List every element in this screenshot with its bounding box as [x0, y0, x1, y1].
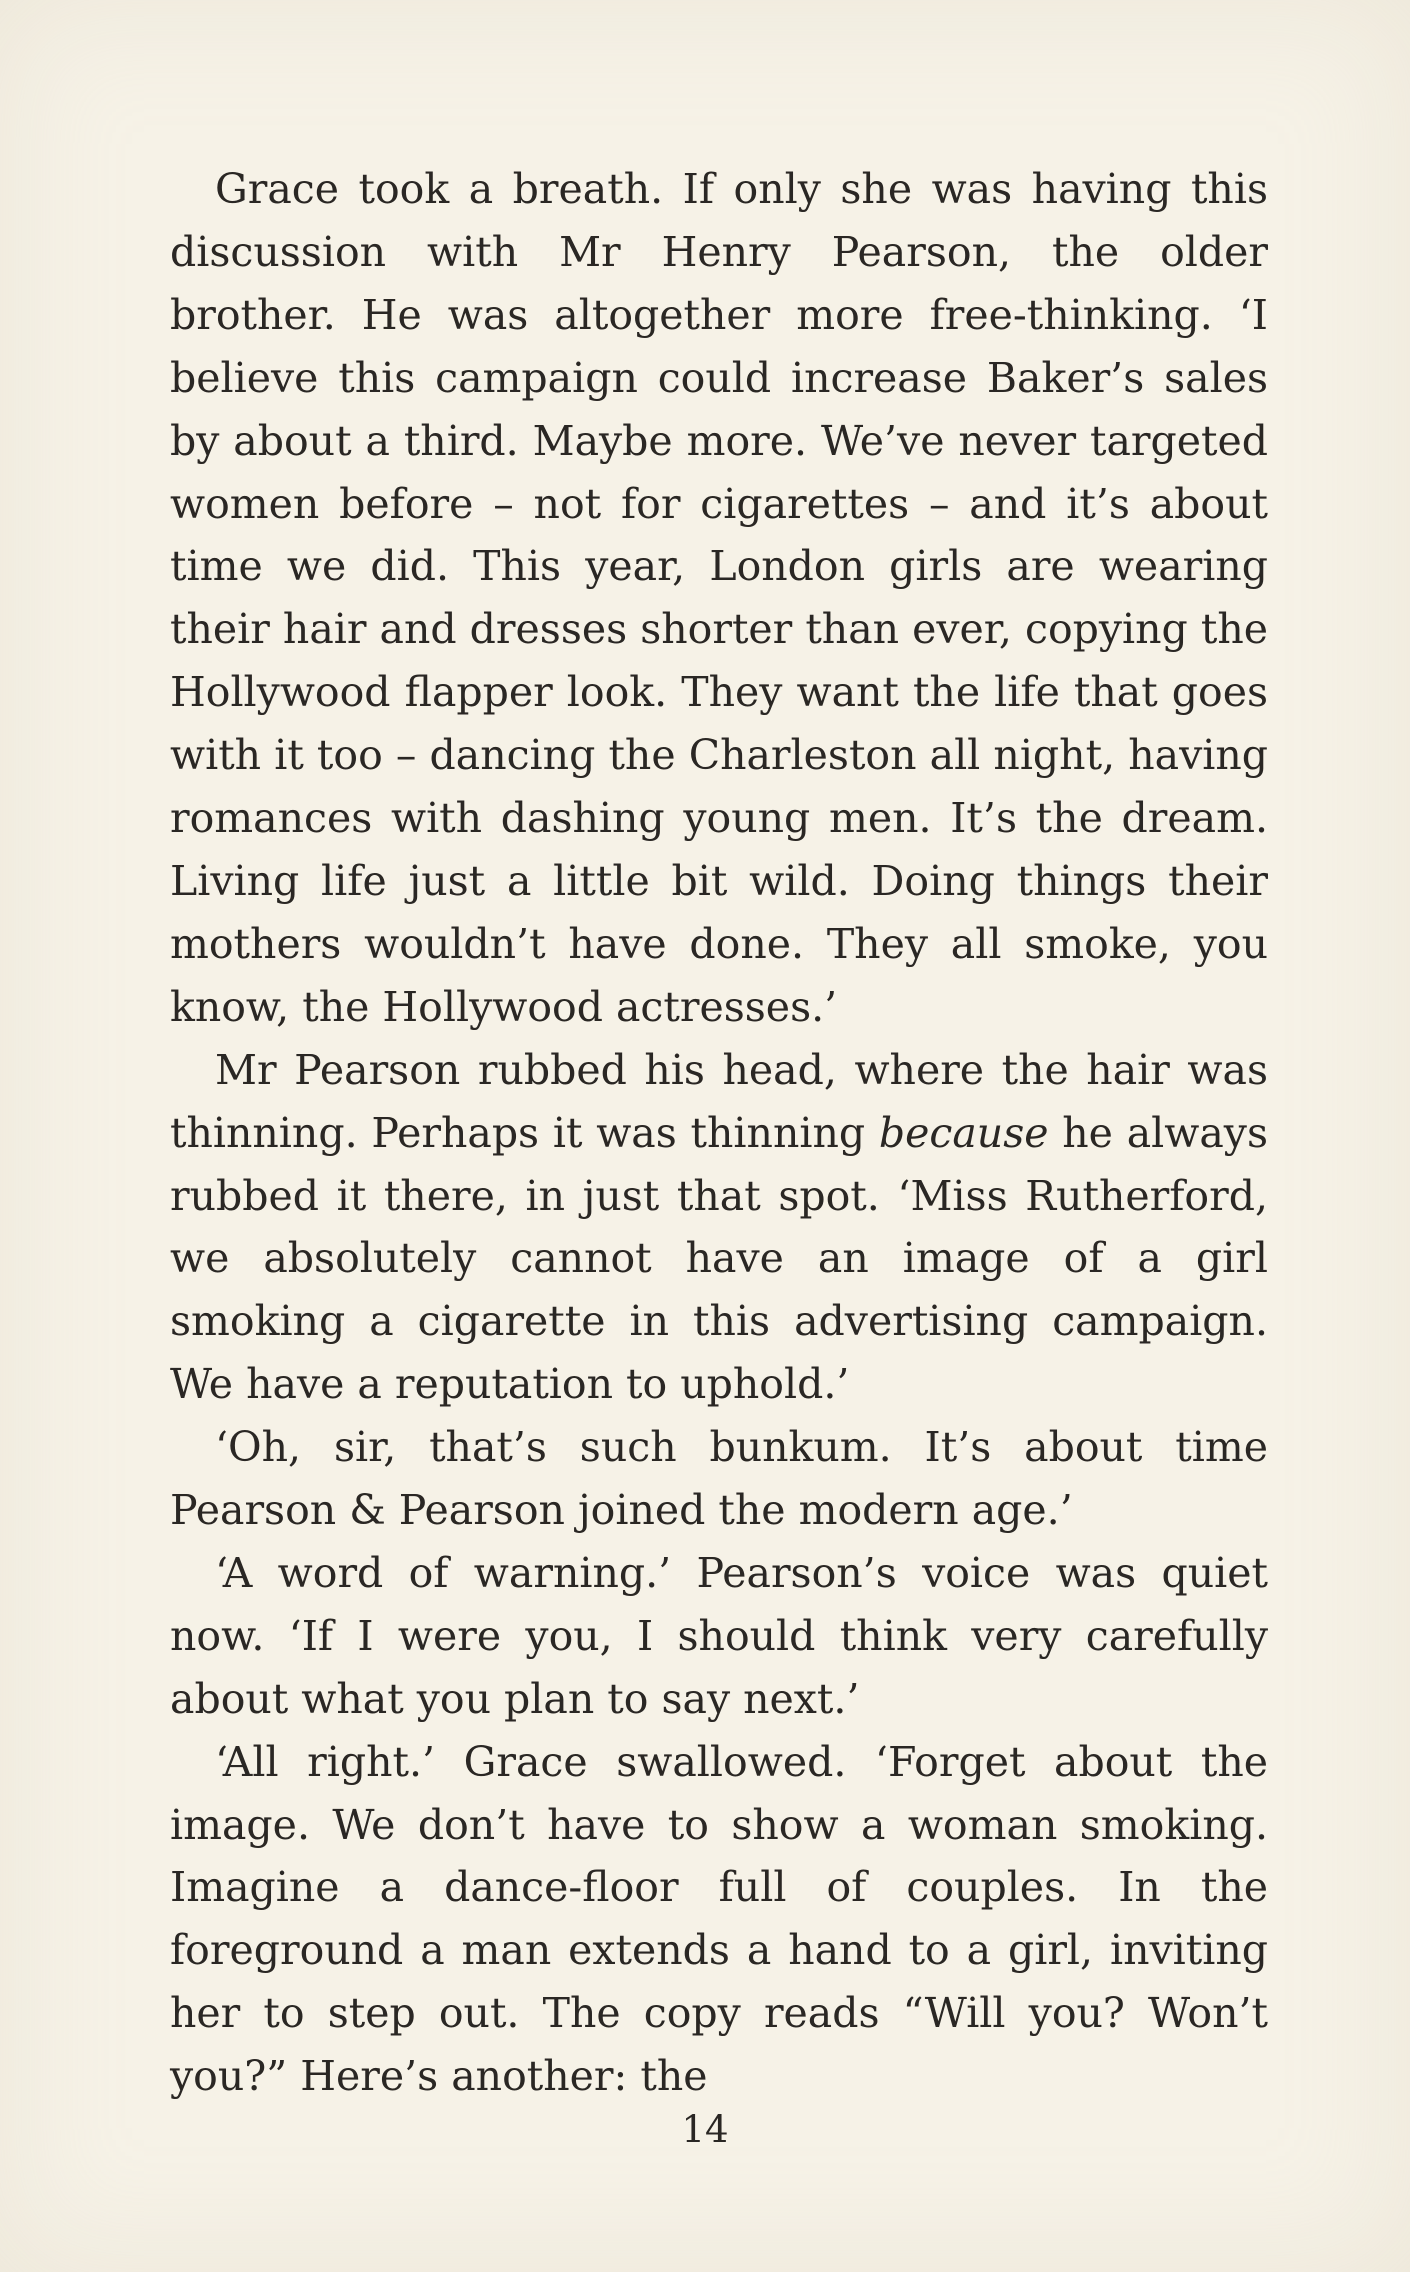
paragraph-1-text: Grace took a breath. If only she was having this discussion with Mr Henry Pearson, the older brother. He was altogether more free-thinking. ‘I believe this campaign could increase Baker’s sales by about a third. Maybe more. We’ve never targeted women before – not for cigarettes – and it’s about time we did. This year, London girls are wearing their hair and dresses shorter than ever, copying the Hollywood flapper look. They want the life that goes with it too – dancing the Charleston all night, having romances with dashing young men. It’s the dream. Living life just a little bit wild. Doing things their mothers wouldn’t have done. They all smoke, you know, the Hollywood actresses.’ — [170, 165, 1268, 1031]
paragraph-4 — [170, 1542, 1268, 1731]
paragraph-1 — [170, 158, 1268, 1039]
paragraph-3 — [170, 1416, 1268, 1542]
paragraph-2-emphasis: because — [878, 1108, 1049, 1157]
paragraph-2-text-before: Mr Pearson rubbed his head, where the hair was thinning. Perhaps it was thinning — [170, 1045, 1268, 1157]
paragraph-4-text: ‘A word of warning.’ Pearson’s voice was quiet now. ‘If I were you, I should think very carefully about what you plan to say next.’ — [170, 1548, 1268, 1723]
body-text — [170, 158, 1268, 2108]
paragraph-3-text: ‘Oh, sir, that’s such bunkum. It’s about time Pearson & Pearson joined the modern age.’ — [170, 1423, 1268, 1535]
paragraph-5 — [170, 1731, 1268, 2108]
page-number: 14 — [681, 2108, 729, 2151]
paragraph-5-text: ‘All right.’ Grace swallowed. ‘Forget about the image. We don’t have to show a woman smoking. Imagine a dance-floor full of couples. In the foreground a man extends a hand to a girl, inviting her to step out. The copy reads “Will you? Won’t you?” Here’s another: the — [170, 1737, 1268, 2101]
paragraph-2 — [170, 1039, 1268, 1416]
paragraph-2-text-after: he always rubbed it there, in just that spot. ‘Miss Rutherford, we absolutely cannot have an image of a girl smoking a cigarette in this advertising campaign. We have a reputation to uphold.’ — [170, 1108, 1268, 1409]
